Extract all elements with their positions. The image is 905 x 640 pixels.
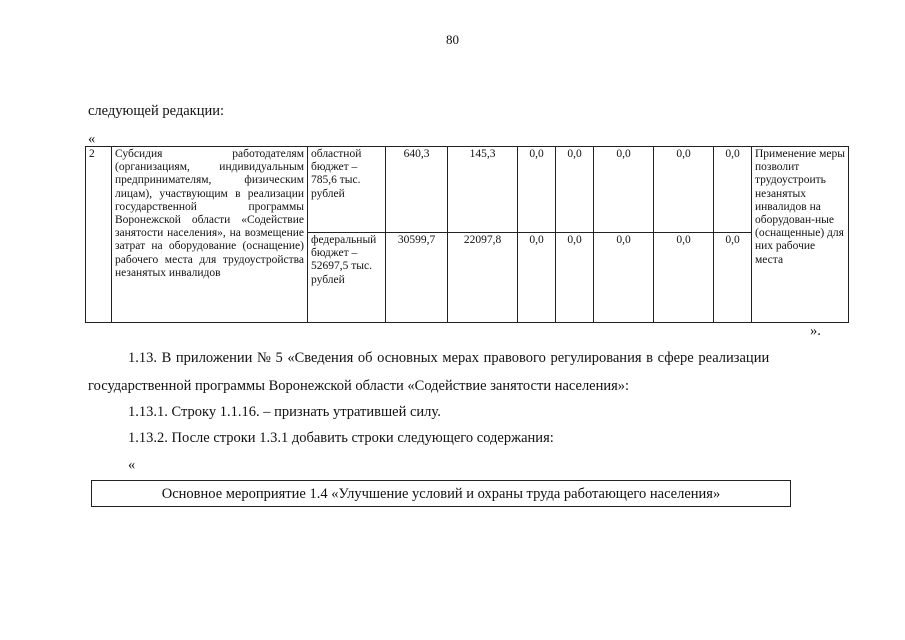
framed-heading: Основное мероприятие 1.4 «Улучшение условий и охраны труда работающего населения» <box>91 480 791 507</box>
value-cell: 0,0 <box>714 233 752 323</box>
intro-line: следующей редакции: <box>88 103 225 119</box>
value-cell: 0,0 <box>594 233 654 323</box>
open-quote: « <box>88 131 96 147</box>
expected-result: Применение меры позволит трудоустроить незанятых инвалидов на оборудован-ные (оснащенные) для них рабочие места <box>752 147 849 323</box>
table-row <box>86 147 849 233</box>
value-cell: 0,0 <box>714 147 752 233</box>
funding-source: областной бюджет – 785,6 тыс. рублей <box>308 147 386 233</box>
value-cell: 0,0 <box>556 233 594 323</box>
paragraph-1-13-continued: государственной программы Воронежской области «Содействие занятости населения»: <box>88 378 630 394</box>
paragraph-1-13-1: 1.13.1. Строку 1.1.16. – признать утратившей силу. <box>128 404 441 420</box>
value-cell: 0,0 <box>518 147 556 233</box>
open-quote-2: « <box>128 457 136 473</box>
value-cell: 145,3 <box>448 147 518 233</box>
close-quote: ». <box>810 323 821 339</box>
row-number: 2 <box>86 147 112 323</box>
measures-table <box>85 146 849 323</box>
paragraph-1-13: 1.13. В приложении № 5 «Сведения об основных мерах правового регулирования в сфере реализации <box>128 350 770 366</box>
paragraph-1-13-2: 1.13.2. После строки 1.3.1 добавить строки следующего содержания: <box>128 430 554 446</box>
value-cell: 0,0 <box>518 233 556 323</box>
value-cell: 0,0 <box>654 147 714 233</box>
value-cell: 0,0 <box>654 233 714 323</box>
value-cell: 30599,7 <box>386 233 448 323</box>
value-cell: 22097,8 <box>448 233 518 323</box>
value-cell: 0,0 <box>556 147 594 233</box>
value-cell: 0,0 <box>594 147 654 233</box>
value-cell: 640,3 <box>386 147 448 233</box>
measure-description: Субсидия работодателям (организациям, индивидуальным предпринимателям, физическим лицам), участвующим в реализации государственной программы Воронежской области «Содействие занятости населения», на возмещение затрат на оборудование (оснащение) рабочего места для трудоустройства незанятых инвалидов <box>112 147 308 323</box>
funding-source: федеральный бюджет – 52697,5 тыс. рублей <box>308 233 386 323</box>
page-number: 80 <box>446 32 459 47</box>
